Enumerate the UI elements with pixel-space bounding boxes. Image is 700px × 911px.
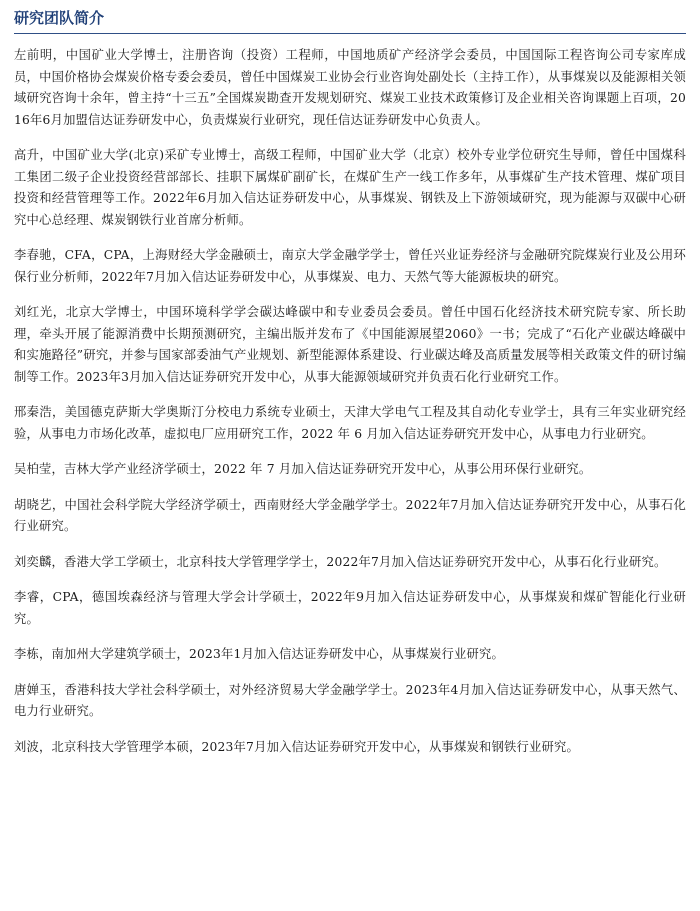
bio-paragraph: 李春驰，CFA，CPA，上海财经大学金融硕士，南京大学金融学学士，曾任兴业证券经济与金融研究院煤炭行业及公用环保行业分析师，2022年7月加入信达证券研发中心，从事煤炭、电力、天然气等大能源板块的研究。 <box>14 248 686 284</box>
bio-paragraph: 高升，中国矿业大学(北京)采矿专业博士，高级工程师，中国矿业大学（北京）校外专业学位研究生导师，曾任中国煤科工集团二级子企业投资经营部部长、挂职下属煤矿副矿长，在煤矿生产一线工作多年，从事煤矿生产技术管理、煤矿项目投资和经营管理等工作。2022年6月加入信达证券研发中心，从事煤炭、钢铁及上下游领域研究，现为能源与双碳中心研究中心总经理、煤炭钢铁行业首席分析师。 <box>14 148 686 227</box>
bio-paragraph: 左前明，中国矿业大学博士，注册咨询（投资）工程师，中国地质矿产经济学会委员，中国国际工程咨询公司专家库成员，中国价格协会煤炭价格专委会委员，曾任中国煤炭工业协会行业咨询处副处长（主持工作），从事煤炭以及能源相关领域研究咨询十余年，曾主持“十三五”全国煤炭勘查开发规划研究、煤炭工业技术政策修订及企业相关咨询课题上百项，2016年6月加盟信达证券研发中心，负责煤炭行业研究，现任信达证券研发中心负责人。 <box>14 48 686 127</box>
title-divider <box>14 33 686 34</box>
bio-paragraph: 唐婵玉，香港科技大学社会科学硕士，对外经济贸易大学金融学学士。2023年4月加入信达证券研发中心，从事天然气、电力行业研究。 <box>14 682 686 718</box>
bio-paragraph: 吴柏莹，吉林大学产业经济学硕士，2022 年 7 月加入信达证券研究开发中心，从事公用环保行业研究。 <box>14 462 592 476</box>
bio-paragraph: 刘奕麟，香港大学工学硕士，北京科技大学管理学学士，2022年7月加入信达证券研究开发中心，从事石化行业研究。 <box>14 554 667 569</box>
team-bio-list <box>14 45 686 758</box>
bio-paragraph: 李睿，CPA，德国埃森经济与管理大学会计学硕士，2022年9月加入信达证券研发中心，从事煤炭和煤矿智能化行业研究。 <box>14 590 686 626</box>
bio-paragraph: 刘红光，北京大学博士，中国环境科学学会碳达峰碳中和专业委员会委员。曾任中国石化经济技术研究院专家、所长助理，牵头开展了能源消费中长期预测研究，主编出版并发布了《中国能源展望2060》一书；完成了“石化产业碳达峰碳中和实施路径”研究，并参与国家部委油气产业规划、新型能源体系建设、行业碳达峰及高质量发展等相关政策文件的研讨编制等工作。2023年3月加入信达证券研究开发中心，从事大能源领域研究并负责石化行业研究工作。 <box>14 305 686 384</box>
bio-paragraph: 刘波，北京科技大学管理学本硕，2023年7月加入信达证券研究开发中心，从事煤炭和钢铁行业研究。 <box>14 739 579 754</box>
bio-paragraph: 李栋，南加州大学建筑学硕士，2023年1月加入信达证券研发中心，从事煤炭行业研究。 <box>14 647 505 661</box>
bio-paragraph: 胡晓艺，中国社会科学院大学经济学硕士，西南财经大学金融学学士。2022年7月加入信达证券研究开发中心，从事石化行业研究。 <box>14 497 686 533</box>
bio-paragraph: 邢秦浩，美国德克萨斯大学奥斯汀分校电力系统专业硕士，天津大学电气工程及其自动化专业学士，具有三年实业研究经验，从事电力市场化改革，虚拟电厂应用研究工作，2022 年 6 月加入信达证券研究开发中心，从事电力行业研究。 <box>14 405 686 441</box>
section-title: 研究团队简介 <box>14 9 105 27</box>
